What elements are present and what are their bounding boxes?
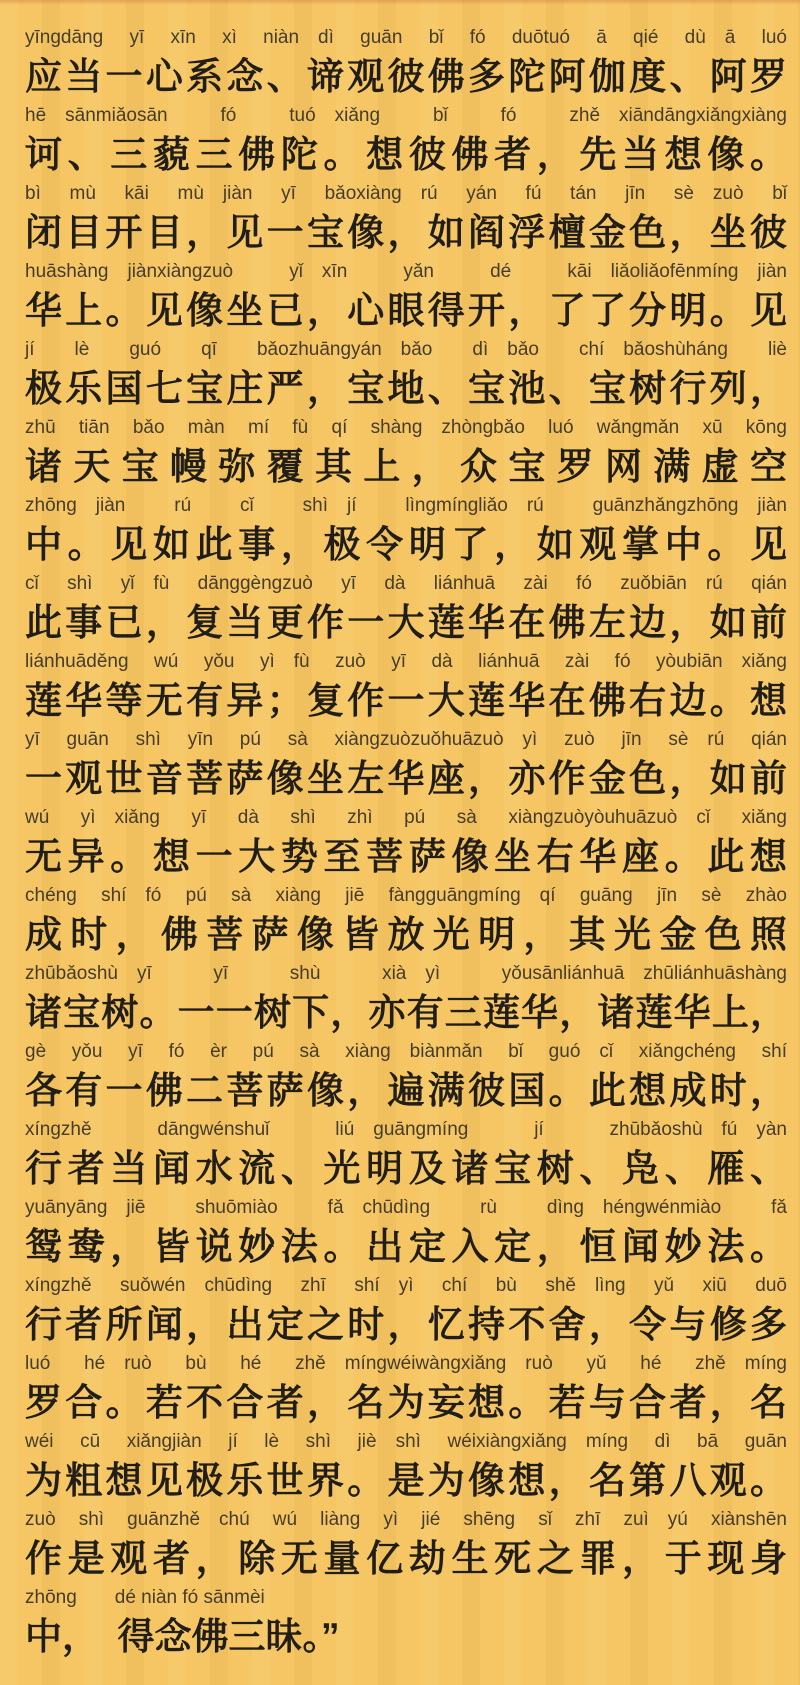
hanzi-line: 中。见如此事，极令明了，如观掌中。见 [25,524,787,565]
pinyin-line: yī guān shì yīn pú sà xiàngzuòzuǒhuāzuò yì zuò jīn sè rú qián [25,729,787,750]
text-row [25,1274,787,1352]
hanzi-line: 中， 得念佛三昧。” [25,1616,340,1657]
text-row [25,260,787,338]
text-row [25,338,787,416]
hanzi-line: 成时，佛菩萨像皆放光明，其光金色照 [25,914,787,955]
hanzi-line: 行者所闻，出定之时，忆持不舍，令与修多 [25,1304,787,1345]
pinyin-line: zhū tiān bǎo màn mí fù qí shàng zhòngbǎo luó wǎngmǎn xū kōng [25,417,787,438]
pinyin-line: jí lè guó qī bǎozhuāngyán bǎo dì bǎo chí bǎoshùháng liè [25,339,787,360]
hanzi-line: 行者当闻水流、光明及诸宝树、凫、雁、 [25,1148,787,1189]
pinyin-line: chéng shí fó pú sà xiàng jiē fàngguāngmíng qí guāng jīn sè zhào [25,885,787,906]
pinyin-line: zuò shì guānzhě chú wú liàng yì jié shēng sǐ zhī zuì yú xiànshēn [25,1509,787,1530]
pinyin-line: xíngzhě suǒwén chūdìng zhī shí yì chí bù shě lìng yǔ xiū duō [25,1275,787,1296]
pinyin-line: yīngdāng yī xīn xì niàn dì guān bǐ fó duōtuó ā qié dù ā luó [25,27,787,48]
text-row [25,1196,787,1274]
text-row [25,26,787,104]
text-row [25,962,787,1040]
hanzi-line: 鸳鸯，皆说妙法。出定入定，恒闻妙法。 [25,1226,787,1267]
pinyin-line: huāshàng jiànxiàngzuò yǐ xīn yǎn dé kāi liǎoliǎofēnmíng jiàn [25,261,787,282]
pinyin-line: liánhuāděng wú yǒu yì fù zuò yī dà liánhuā zài fó yòubiān xiǎng [25,651,787,672]
text-row [25,1352,787,1430]
text-row [25,884,787,962]
pinyin-line: wéi cū xiǎngjiàn jí lè shì jiè shì wéixiàngxiǎng míng dì bā guān [25,1431,787,1452]
hanzi-line: 极乐国七宝庄严，宝地、宝池、宝树行列， [25,368,787,409]
pinyin-line: xíngzhě dāngwénshuǐ liú guāngmíng jí zhūbǎoshù fú yàn [25,1119,787,1140]
text-row [25,1430,787,1508]
hanzi-line: 华上。见像坐已，心眼得开，了了分明。见 [25,290,787,331]
pinyin-line: cǐ shì yǐ fù dānggèngzuò yī dà liánhuā zài fó zuǒbiān rú qián [25,573,787,594]
text-row [25,416,787,494]
text-row [25,650,787,728]
text-row [25,182,787,260]
text-row-last [25,1586,787,1664]
text-row [25,104,787,182]
hanzi-line: 闭目开目，见一宝像，如阎浮檀金色，坐彼 [25,212,787,253]
pinyin-line: zhūbǎoshù yī yī shù xià yì yǒusānliánhuā zhūliánhuāshàng [25,963,787,984]
hanzi-line: 作是观者，除无量亿劫生死之罪，于现身 [25,1538,787,1579]
pinyin-line: wú yì xiǎng yī dà shì zhì pú sà xiàngzuòyòuhuāzuò cǐ xiǎng [25,807,787,828]
text-row [25,1040,787,1118]
hanzi-line: 各有一佛二菩萨像，遍满彼国。此想成时， [25,1070,787,1111]
text-row [25,1118,787,1196]
hanzi-line: 诃、三藐三佛陀。想彼佛者，先当想像。 [25,134,787,175]
hanzi-line: 诸宝树。一一树下，亦有三莲华，诸莲华上， [25,992,787,1033]
text-row [25,1508,787,1586]
hanzi-line: 无异。想一大势至菩萨像坐右华座。此想 [25,836,787,877]
hanzi-line: 罗合。若不合者，名为妄想。若与合者，名 [25,1382,787,1423]
text-row [25,806,787,884]
pinyin-line: gè yǒu yī fó èr pú sà xiàng biànmǎn bǐ guó cǐ xiǎngchéng shí [25,1041,787,1062]
text-row [25,728,787,806]
pinyin-line: zhōng dé niàn fó sānmèi [25,1587,265,1608]
pinyin-line: bì mù kāi mù jiàn yī bǎoxiàng rú yán fú tán jīn sè zuò bǐ [25,183,787,204]
pinyin-line: hē sānmiǎosān fó tuó xiǎng bǐ fó zhě xiāndāngxiǎngxiàng [25,105,787,126]
hanzi-line: 此事已，复当更作一大莲华在佛左边，如前 [25,602,787,643]
pinyin-line: luó hé ruò bù hé zhě míngwéiwàngxiǎng ruò yǔ hé zhě míng [25,1353,787,1374]
pinyin-line: zhōng jiàn rú cǐ shì jí lìngmíngliǎo rú guānzhǎngzhōng jiàn [25,495,787,516]
hanzi-line: 为粗想见极乐世界。是为像想，名第八观。 [25,1460,787,1501]
hanzi-line: 莲华等无有异；复作一大莲华在佛右边。想 [25,680,787,721]
text-row [25,572,787,650]
pinyin-line: yuānyāng jiē shuōmiào fǎ chūdìng rù dìng héngwénmiào fǎ [25,1197,787,1218]
hanzi-line: 一观世音菩萨像坐左华座，亦作金色，如前 [25,758,787,799]
hanzi-line: 诸天宝幔弥覆其上，众宝罗网满虚空 [25,446,787,487]
text-row [25,494,787,572]
hanzi-line: 应当一心系念、谛观彼佛多陀阿伽度、阿罗 [25,56,787,97]
